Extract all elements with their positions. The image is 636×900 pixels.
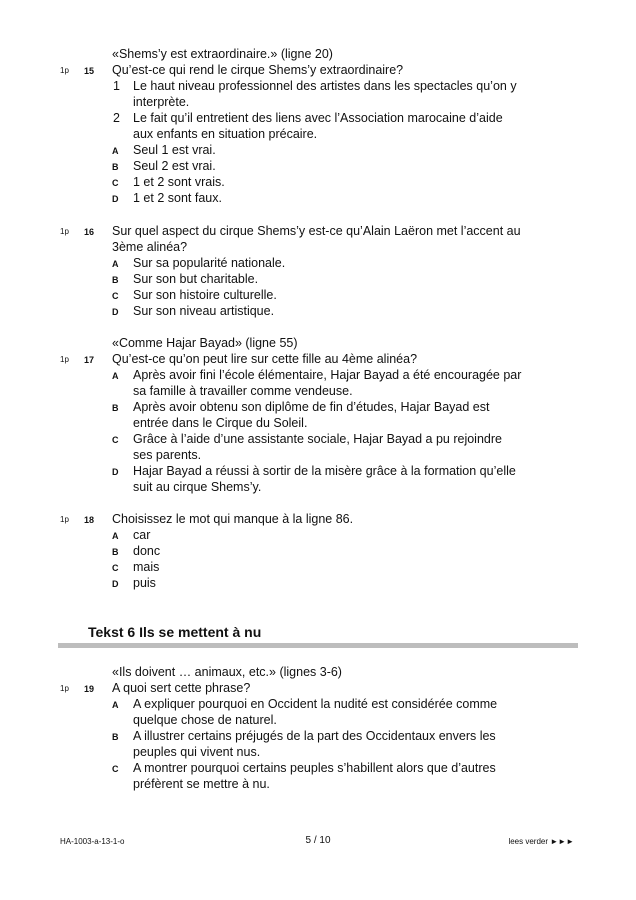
option-letter: B [112,162,119,172]
option-letter: B [112,732,119,742]
option-text: Après avoir obtenu son diplôme de fin d’études, Hajar Bayad est [133,400,490,414]
option-letter: C [112,291,119,301]
option-letter: C [112,563,119,573]
option-letter: A [112,259,119,269]
option-text: entrée dans le Cirque du Soleil. [133,416,308,430]
question-16-text: Sur quel aspect du cirque Shems’y est-ce qu’Alain Laëron met l’accent au [112,224,521,238]
option-text: Seul 1 est vrai. [133,143,216,157]
option-text: 1 et 2 sont faux. [133,191,222,205]
option-letter: D [112,579,119,589]
question-15-number: 15 [84,66,95,76]
option-text: A illustrer certains préjugés de la part des Occidentaux envers les [133,729,496,743]
option-text: peuples qui vivent nus. [133,745,261,759]
option-text: ses parents. [133,448,202,462]
option-text: Seul 2 est vrai. [133,159,216,173]
question-19-reference: «Ils doivent … animaux, etc.» (lignes 3-6) [112,665,342,679]
question-15-text: Qu’est-ce qui rend le cirque Shems’y extraordinaire? [112,63,404,77]
option-text: Sur sa popularité nationale. [133,256,286,270]
option-letter: A [112,371,119,381]
question-18-points: 1p [60,515,69,524]
option-text: suit au cirque Shems’y. [133,480,262,494]
section-title: Tekst 6 Ils se mettent à nu [88,624,262,640]
option-letter: B [112,403,119,413]
option-text: préfèrent se mettre à nu. [133,777,270,791]
option-letter: C [112,764,119,774]
question-18-text: Choisissez le mot qui manque à la ligne 86. [112,512,354,526]
question-16-points: 1p [60,227,69,236]
question-19-text: A quoi sert cette phrase? [112,681,251,695]
option-letter: D [112,307,119,317]
option-letter: B [112,275,119,285]
question-15-reference: «Shems’y est extraordinaire.» (ligne 20) [112,47,333,61]
option-letter: B [112,547,119,557]
option-letter: D [112,467,119,477]
question-17-text: Qu’est-ce qu’on peut lire sur cette fille au 4ème alinéa? [112,352,418,366]
question-15 [0,46,636,206]
question-17-number: 17 [84,355,95,365]
option-text: puis [133,576,156,590]
question-17 [0,335,636,495]
question-18-number: 18 [84,515,95,525]
question-16 [0,223,636,319]
option-text: mais [133,560,160,574]
option-text: A montrer pourquoi certains peuples s’habillent alors que d’autres [133,761,496,775]
option-letter: C [112,435,119,445]
question-18 [0,511,636,591]
option-text: car [133,528,151,542]
option-text: Sur son histoire culturelle. [133,288,277,302]
option-text: A expliquer pourquoi en Occident la nudité est considérée comme [133,697,498,711]
question-15-points: 1p [60,66,69,75]
option-text: quelque chose de naturel. [133,713,277,727]
statement-text: Le haut niveau professionnel des artistes dans les spectacles qu’on y [133,79,517,93]
statement-text: interprète. [133,95,190,109]
option-letter: A [112,146,119,156]
question-16-number: 16 [84,227,95,237]
statement-number: 1 [113,79,120,93]
option-text: Sur son but charitable. [133,272,259,286]
question-17-reference: «Comme Hajar Bayad» (ligne 55) [112,336,298,350]
question-19-points: 1p [60,684,69,693]
statement-text: aux enfants en situation précaire. [133,127,318,141]
statement-text: Le fait qu’il entretient des liens avec l’Association marocaine d’aide [133,111,503,125]
question-17-points: 1p [60,355,69,364]
option-letter: A [112,531,119,541]
statement-number: 2 [113,111,120,125]
option-text: Sur son niveau artistique. [133,304,275,318]
option-letter: D [112,194,119,204]
option-text: 1 et 2 sont vrais. [133,175,225,189]
footer-page-number: 5 / 10 [305,835,331,846]
option-letter: C [112,178,119,188]
question-19-number: 19 [84,684,95,694]
option-text: sa famille à travailler comme vendeuse. [133,384,353,398]
option-text: Après avoir fini l’école élémentaire, Hajar Bayad a été encouragée par [133,368,522,382]
option-letter: A [112,700,119,710]
option-text: Hajar Bayad a réussi à sortir de la misère grâce à la formation qu’elle [133,464,516,478]
option-text: Grâce à l’aide d’une assistante sociale, Hajar Bayad a pu rejoindre [133,432,502,446]
option-text: donc [133,544,161,558]
footer-continue: lees verder ►►► [508,837,574,846]
section-divider [58,643,578,648]
question-16-text: 3ème alinéa? [112,240,188,254]
question-19 [0,664,636,792]
footer-exam-code: HA-1003-a-13-1-o [60,837,125,846]
